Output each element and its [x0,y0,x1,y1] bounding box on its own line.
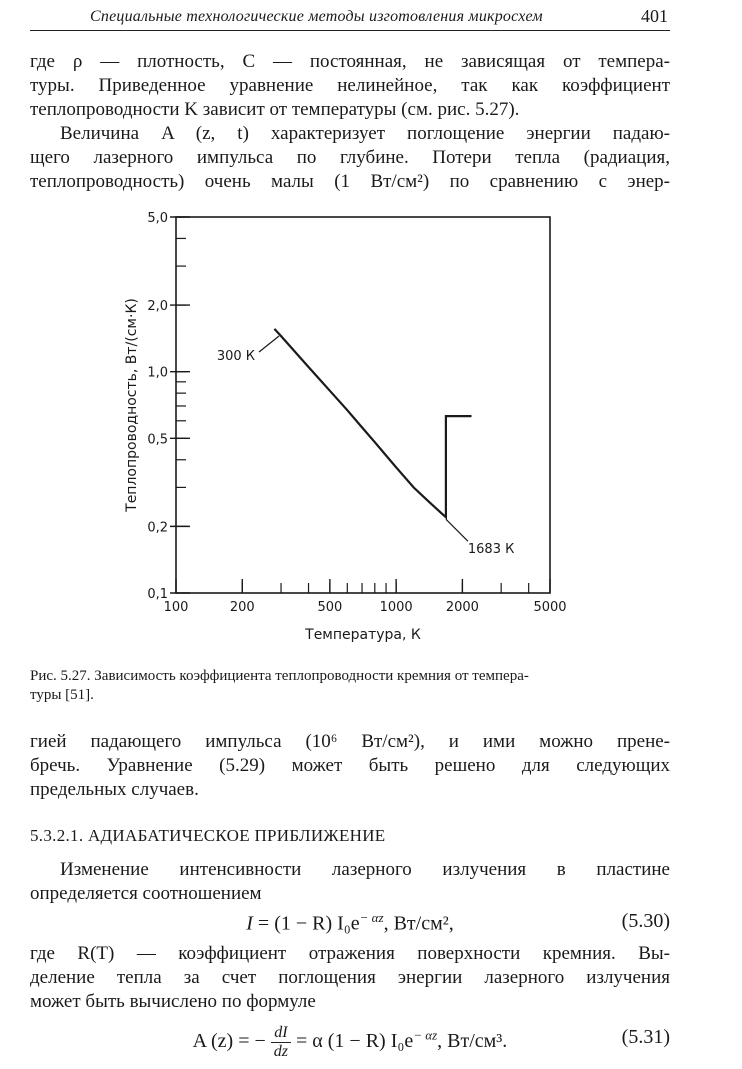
text-line: где R(T) — коэффициент отражения поверхности кремния. Вы- [30,943,670,964]
eq-exponent: − αz [413,1027,438,1043]
annotation-leader [446,519,468,541]
text-line: теплопроводности K зависит от температуры (см. рис. 5.27). [30,99,520,120]
derivative-fraction [271,1024,291,1061]
text-line: предельных случаев. [30,779,199,800]
text-line: щего лазерного импульса по глубине. Потери тепла (радиация, [30,147,670,168]
section-heading: 5.3.2.1. АДИАБАТИЧЕСКОЕ ПРИБЛИЖЕНИЕ [30,826,386,845]
y-tick-label: 5,0 [147,211,168,226]
text-line: туры. Приведенное уравнение нелинейное, так как коэффициент [30,75,670,96]
caption-line: туры [51]. [30,687,94,703]
paragraph-1 [30,50,670,122]
eq-numerator: dI [271,1024,291,1043]
caption-line: Рис. 5.27. Зависимость коэффициента теплопроводности кремния от темпера- [30,668,529,684]
equation-5-31 [30,1020,670,1064]
figure-5-27 [120,205,590,655]
x-axis-label: Температура, К [305,627,421,643]
x-tick-label: 2000 [445,600,479,615]
eq-lhs: I [246,912,253,935]
y-tick-label: 2,0 [147,299,168,315]
text-line: гией падающего импульса (10⁶ Вт/см²), и ими можно прене- [30,731,670,752]
eq-rhs: = α (1 − R) I₀e [296,1030,414,1053]
eq-lhs: A (z) = − [192,1030,266,1053]
x-tick-label: 100 [163,600,189,615]
annotation-leader [259,336,279,352]
text-line: теплопроводность) очень малы (1 Вт/см²) по сравнению с энер- [30,171,670,192]
paragraph-4 [30,858,670,906]
text-line: где ρ — плотность, C — постоянная, не зависящая от темпера- [30,51,670,72]
text-line: Изменение интенсивности лазерного излучения в пластине [60,859,670,880]
x-tick-label: 5000 [533,600,567,615]
y-tick-label: 0,1 [147,587,168,602]
paragraph-5 [30,942,670,1014]
page-number: 401 [641,6,668,26]
text-line: бречь. Уравнение (5.29) может быть решено для следующих [30,755,670,776]
eq-exponent: − αz [359,910,384,925]
paragraph-2 [30,122,670,194]
eq-units: , Вт/см³. [437,1030,508,1053]
conductivity-curve [274,329,471,517]
eq-units: , Вт/см², [383,912,454,935]
equation-5-30 [30,910,670,938]
thermal-conductivity-chart [120,205,590,655]
text-line: может быть вычислено по формуле [30,991,316,1012]
text-line: определяется соотношением [30,883,262,904]
y-tick-label: 1,0 [147,365,168,381]
paragraph-3 [30,730,670,802]
figure-caption [30,667,670,705]
y-axis-label: Теплопроводность, Вт/(см·К) [124,298,140,512]
y-tick-label: 0,5 [147,432,168,448]
plot-frame [176,217,550,593]
running-title: Специальные технологические методы изготовления микросхем [90,8,543,25]
text-line: деление тепла за счет поглощения энергии лазерного излучения [30,967,670,988]
running-header [30,4,670,31]
eq-denominator: dz [273,1043,289,1060]
annotation-1683k: 1683 К [467,542,515,558]
equation-number: (5.30) [621,910,670,932]
x-tick-label: 1000 [379,600,413,615]
eq-rhs: = (1 − R) I₀e [252,912,360,935]
x-tick-label: 200 [229,600,255,615]
annotation-300k: 300 К [216,348,256,364]
x-tick-label: 500 [317,600,343,615]
equation-number: (5.31) [621,1026,670,1048]
y-tick-label: 0,2 [147,520,168,536]
text-line: Величина A (z, t) характеризует поглощение энергии падаю- [60,123,670,144]
